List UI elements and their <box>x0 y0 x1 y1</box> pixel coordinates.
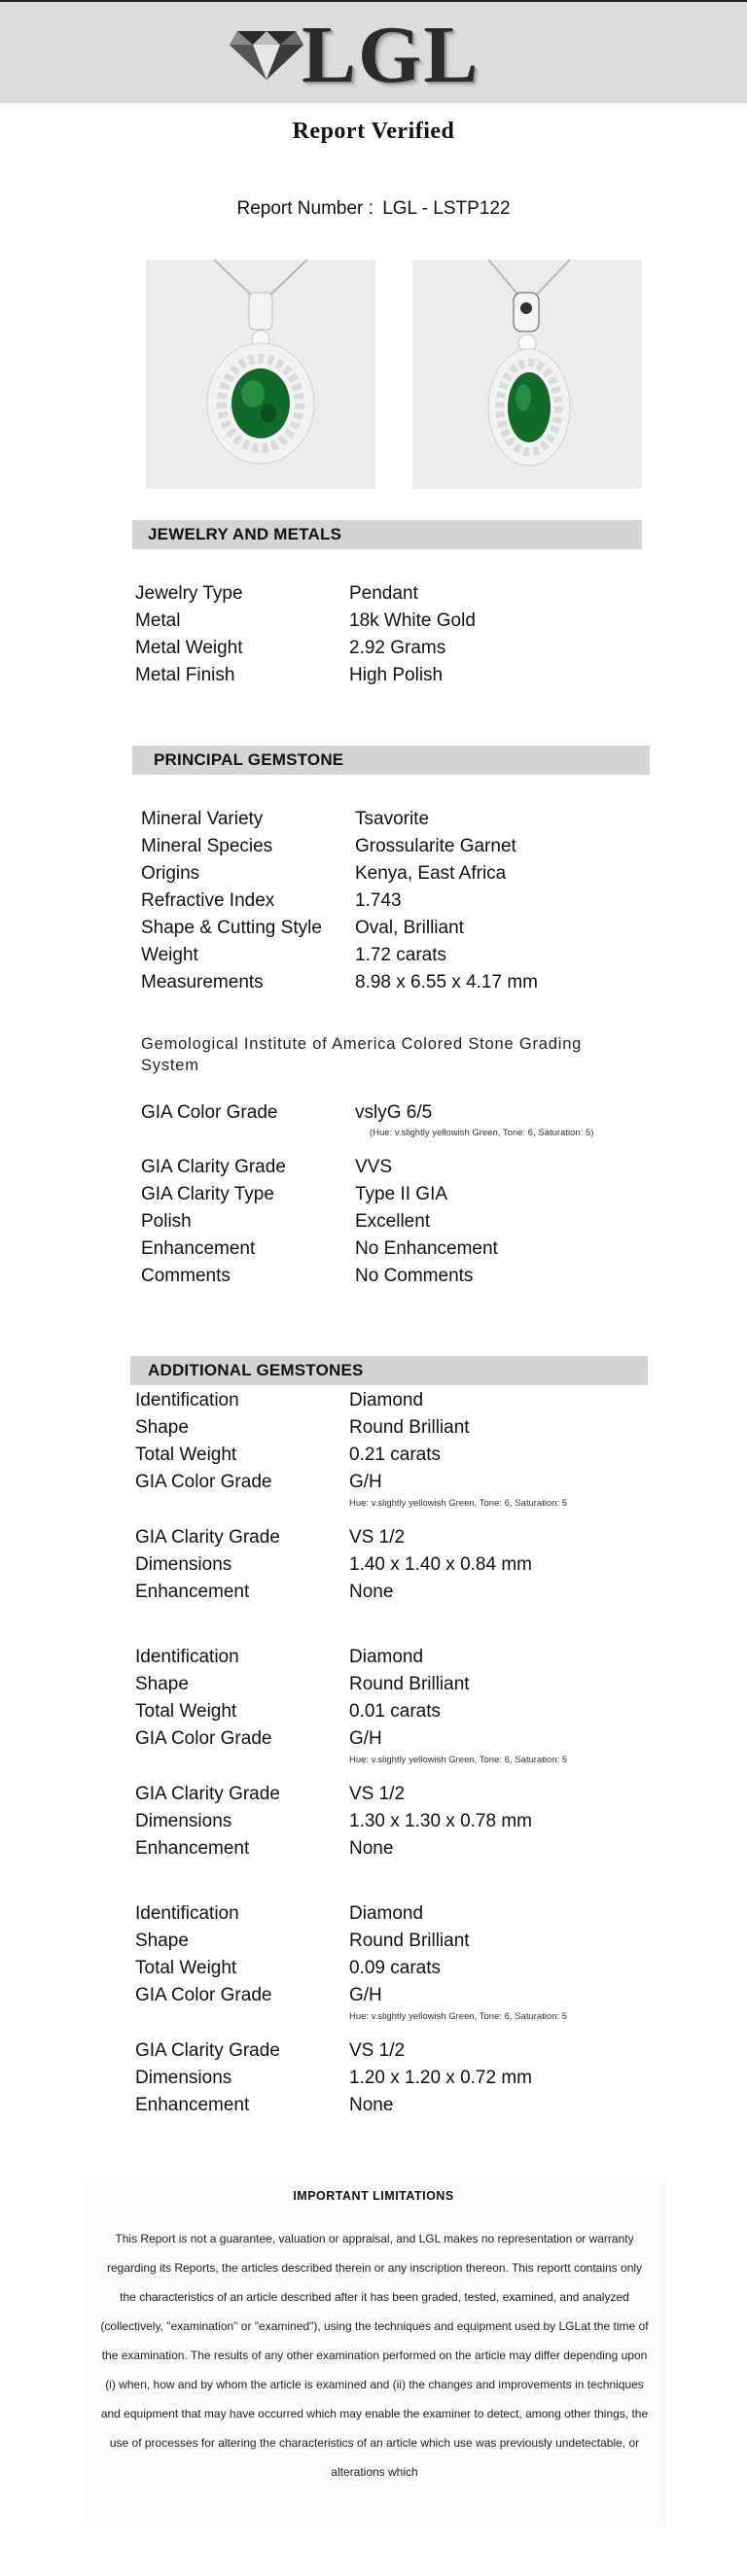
stone-row <box>135 1808 641 1835</box>
field-value: Kenya, East Africa <box>355 863 507 884</box>
field-label: Shape <box>135 1674 189 1694</box>
field-value: None <box>349 1838 394 1859</box>
field-label: Mineral Variety <box>141 809 264 829</box>
stone-3-grades <box>135 2037 641 2119</box>
field-label: Shape & Cutting Style <box>141 918 322 938</box>
field-value: 1.40 x 1.40 x 0.84 mm <box>349 1554 532 1575</box>
jewelry-metals-header: JEWELRY AND METALS <box>132 520 642 549</box>
stone-1-grades <box>135 1524 641 1606</box>
stone-color-note: Hue: v.slightly yellowish Green, Tone: 6, Saturation: 5 <box>349 2011 568 2022</box>
field-label: Polish <box>141 1211 192 1232</box>
field-label: GIA Clarity Grade <box>135 1527 280 1548</box>
gia-system-title: Gemological Institute of America Colored Stone Grading System <box>141 1035 583 1074</box>
field-label: GIA Color Grade <box>135 1472 272 1492</box>
field-value: 0.21 carats <box>349 1445 441 1465</box>
field-label: GIA Color Grade <box>135 1985 272 2005</box>
field-label: Jewelry Type <box>135 583 243 604</box>
stone-row <box>135 2092 641 2119</box>
field-label: Shape <box>135 1417 189 1438</box>
field-label: Metal Finish <box>135 665 235 685</box>
field-value: Round Brilliant <box>349 1674 470 1694</box>
field-label: Mineral Species <box>141 836 273 856</box>
field-value: VS 1/2 <box>349 1527 406 1548</box>
principal-row <box>141 1263 627 1290</box>
field-value: Tsavorite <box>355 809 430 829</box>
field-label: GIA Clarity Type <box>141 1184 274 1204</box>
jewelry-details <box>135 580 622 689</box>
field-value: VS 1/2 <box>349 2040 406 2061</box>
additional-gemstones-header: ADDITIONAL GEMSTONES <box>130 1356 648 1385</box>
page-title: Report Verified <box>292 119 455 144</box>
field-value: 1.743 <box>355 890 402 911</box>
stone-row <box>135 2065 641 2092</box>
field-label: Enhancement <box>135 1582 250 1602</box>
stone-row <box>135 1671 641 1698</box>
stone-2-grades <box>135 1781 641 1862</box>
field-label: Total Weight <box>135 1958 237 1978</box>
field-value: Diamond <box>349 1390 424 1410</box>
stone-row <box>135 1442 641 1469</box>
principal-row <box>141 1154 627 1181</box>
field-value: 1.30 x 1.30 x 0.78 mm <box>349 1811 532 1831</box>
field-value: No Comments <box>355 1266 474 1286</box>
stone-row <box>135 1900 641 1928</box>
limitations-title: IMPORTANT LIMITATIONS <box>293 2189 454 2203</box>
report-number-label: Report Number : <box>236 198 374 219</box>
field-label: Enhancement <box>135 1838 250 1859</box>
field-label: Dimensions <box>135 1554 232 1575</box>
field-value: None <box>349 1582 394 1602</box>
stone-3-details <box>135 1900 641 2009</box>
pendant-side-photo <box>412 260 642 489</box>
field-label: Origins <box>141 863 200 884</box>
report-number-value: LGL - LSTP122 <box>382 198 511 219</box>
field-value: Excellent <box>355 1211 431 1232</box>
field-label: Enhancement <box>141 1238 256 1259</box>
field-value: vslyG 6/5 <box>355 1102 433 1123</box>
principal-row <box>141 833 627 860</box>
field-label: Enhancement <box>135 2095 250 2115</box>
stone-color-note: Hue: v.slightly yellowish Green, Tone: 6, Saturation: 5 <box>349 1755 568 1765</box>
field-value: G/H <box>349 1472 382 1492</box>
top-banner <box>0 0 747 103</box>
jewelry-row <box>135 662 622 689</box>
field-value: None <box>349 2095 394 2115</box>
stone-row <box>135 1524 641 1551</box>
field-value: Diamond <box>349 1903 424 1924</box>
stone-row <box>135 1955 641 1982</box>
pendant-front-photo <box>146 260 375 489</box>
field-value: 0.01 carats <box>349 1701 441 1722</box>
field-value: VVS <box>355 1157 393 1177</box>
principal-row <box>141 1208 627 1236</box>
field-label: Total Weight <box>135 1445 237 1465</box>
principal-gemstone-header: PRINCIPAL GEMSTONE <box>132 746 650 775</box>
stone-1-details <box>135 1387 641 1496</box>
field-value: Grossularite Garnet <box>355 836 516 856</box>
principal-row <box>141 942 627 969</box>
stone-row <box>135 1414 641 1442</box>
stone-row <box>135 2037 641 2065</box>
field-label: GIA Clarity Grade <box>135 2040 280 2061</box>
stone-row <box>135 1928 641 1955</box>
field-label: GIA Clarity Grade <box>141 1157 286 1177</box>
field-label: Metal <box>135 610 181 631</box>
field-value: 0.09 carats <box>349 1958 441 1978</box>
field-value: 18k White Gold <box>349 610 476 631</box>
field-label: Dimensions <box>135 1811 232 1831</box>
stone-row <box>135 1835 641 1862</box>
field-label: Dimensions <box>135 2068 232 2088</box>
stone-row <box>135 1644 641 1671</box>
diamond-icon <box>228 23 305 82</box>
stone-row <box>135 1387 641 1414</box>
field-value: 1.20 x 1.20 x 0.72 mm <box>349 2068 532 2088</box>
principal-row <box>141 806 627 833</box>
field-label: Identification <box>135 1903 239 1924</box>
stone-row <box>135 1698 641 1725</box>
gia-color-grade <box>141 1099 627 1127</box>
field-label: Identification <box>135 1390 239 1410</box>
jewelry-row <box>135 580 622 608</box>
field-label: Comments <box>141 1266 231 1286</box>
field-label: Measurements <box>141 972 264 992</box>
jewelry-row <box>135 608 622 635</box>
field-label: Total Weight <box>135 1701 237 1722</box>
principal-details <box>141 806 627 996</box>
color-grade-note: (Hue: v.slightly yellowish Green, Tone: 6, Saturation: 5) <box>370 1128 594 1138</box>
field-label: Identification <box>135 1647 239 1667</box>
field-value: Round Brilliant <box>349 1417 470 1438</box>
stone-row <box>135 1982 641 2009</box>
field-value: No Enhancement <box>355 1238 498 1259</box>
field-value: Type II GIA <box>355 1184 448 1204</box>
principal-row <box>141 1181 627 1208</box>
logo-wordmark: LGL <box>302 10 480 100</box>
stone-row <box>135 1579 641 1606</box>
principal-row <box>141 1236 627 1263</box>
field-label: GIA Clarity Grade <box>135 1784 280 1804</box>
principal-row <box>141 1099 627 1127</box>
field-value: 8.98 x 6.55 x 4.17 mm <box>355 972 538 992</box>
field-value: Pendant <box>349 583 418 604</box>
field-label: GIA Color Grade <box>141 1102 278 1123</box>
stone-row <box>135 1781 641 1808</box>
principal-row <box>141 915 627 942</box>
field-value: Round Brilliant <box>349 1931 470 1951</box>
jewelry-row <box>135 635 622 662</box>
field-label: GIA Color Grade <box>135 1728 272 1749</box>
field-value: 1.72 carats <box>355 945 446 965</box>
stone-row <box>135 1725 641 1753</box>
limitations-text: This Report is not a guarantee, valuation or appraisal, and LGL makes no representation or warranty regarding its Reports, the articles described therein or any inscription thereon. This reportt contains only the characteristics of an article described after it has been graded, tested, examined, and analyzed (collectively, "examination" or "examined"), using the techniques and equipment used by LGLat the time of the examination. The results of any other examination performed on the article may differ depending upon (i) when, how and by whom the article is examined and (ii) the changes and improvements in techniques and equipment that may have occurred which may enable the examiner to detect, among other things, the use of processes for altering the characteristics of an article which use was previously undetectable, or alterations which <box>100 2232 649 2479</box>
field-value: Oval, Brilliant <box>355 918 464 938</box>
field-value: VS 1/2 <box>349 1784 406 1804</box>
stone-row <box>135 1551 641 1579</box>
stone-row <box>135 1469 641 1496</box>
field-value: G/H <box>349 1985 382 2005</box>
field-value: High Polish <box>349 665 444 685</box>
field-value: G/H <box>349 1728 382 1749</box>
field-label: Metal Weight <box>135 638 243 658</box>
report-number <box>0 198 747 220</box>
field-value: Diamond <box>349 1647 424 1667</box>
principal-row <box>141 969 627 996</box>
field-label: Refractive Index <box>141 890 275 911</box>
gia-details <box>141 1154 627 1290</box>
stone-color-note: Hue: v.slightly yellowish Green, Tone: 6, Saturation: 5 <box>349 1498 568 1509</box>
principal-row <box>141 860 627 888</box>
stone-2-details <box>135 1644 641 1753</box>
field-value: 2.92 Grams <box>349 638 446 658</box>
principal-row <box>141 888 627 915</box>
field-label: Shape <box>135 1931 189 1951</box>
field-label: Weight <box>141 945 198 965</box>
lgl-logo <box>226 10 488 100</box>
